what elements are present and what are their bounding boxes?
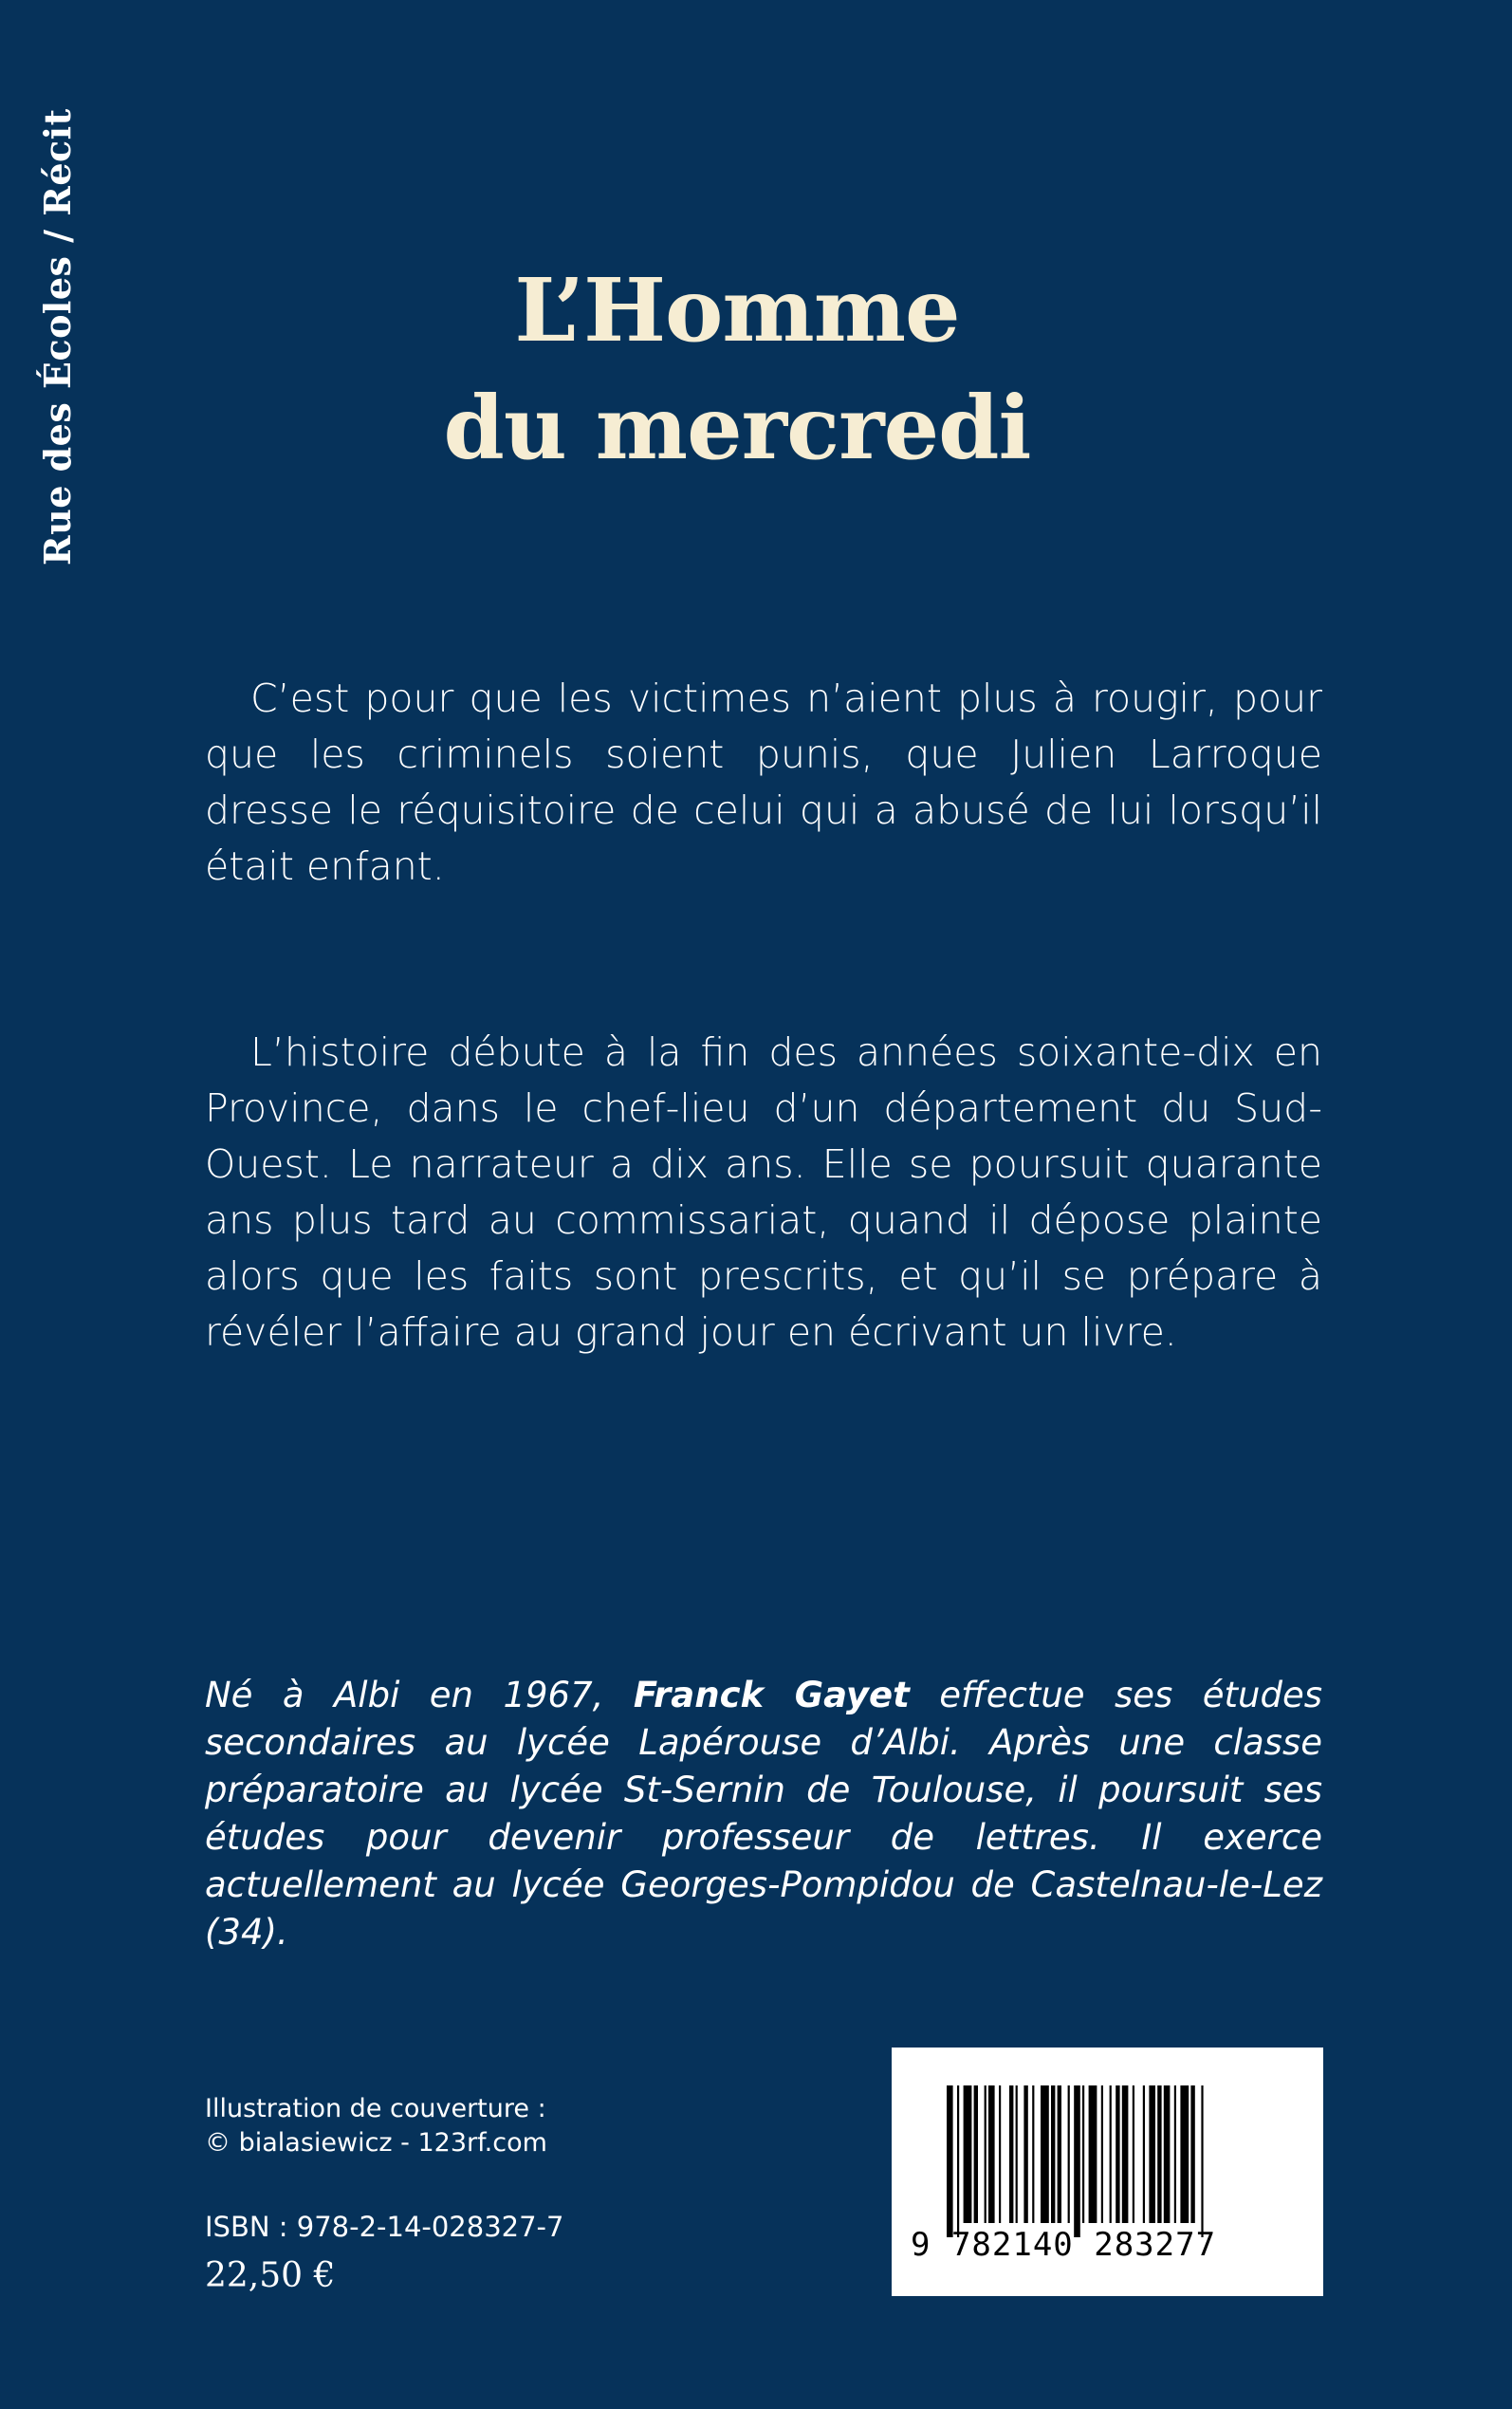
barcode-bar-2 bbox=[964, 2085, 972, 2223]
barcode-bar-9 bbox=[1023, 2085, 1027, 2223]
barcode-bar-20 bbox=[1116, 2085, 1119, 2223]
barcode-bar-28 bbox=[1180, 2085, 1189, 2223]
cover-illustration-credit bbox=[205, 2092, 547, 2160]
barcode-bar-4 bbox=[985, 2085, 986, 2223]
barcode-bar-26 bbox=[1164, 2085, 1171, 2223]
credit-line-2: © bialasiewicz - 123rf.com bbox=[205, 2128, 547, 2158]
barcode-bar-13 bbox=[1058, 2085, 1061, 2223]
barcode-bar-17 bbox=[1089, 2085, 1097, 2223]
barcode-digits: 9 782140 283277 bbox=[911, 2226, 1217, 2264]
barcode-bar-12 bbox=[1051, 2085, 1055, 2223]
barcode-bar-11 bbox=[1041, 2085, 1049, 2223]
barcode-bar-29 bbox=[1190, 2085, 1194, 2223]
barcode-bar-1 bbox=[957, 2085, 959, 2237]
book-title bbox=[0, 251, 1474, 487]
barcode-bar-6 bbox=[999, 2085, 1001, 2223]
barcode-bar-23 bbox=[1143, 2085, 1145, 2223]
synopsis-paragraph-1: C’est pour que les victimes n’aient plus à rougir, pour que les criminels soient punis, que Julien Larroque dresse le réquisitoire de celui qui a abusé de lui lorsqu’il était enfant. bbox=[205, 676, 1322, 889]
barcode-bar-24 bbox=[1149, 2085, 1155, 2223]
author-bio bbox=[205, 1672, 1322, 1956]
author-name: Franck Gayet bbox=[633, 1675, 910, 1715]
barcode-bar-15 bbox=[1074, 2085, 1080, 2237]
barcode-bar-16 bbox=[1082, 2085, 1084, 2223]
barcode-bar-0 bbox=[947, 2085, 953, 2237]
book-title-line-2: du mercredi bbox=[443, 377, 1031, 479]
barcode-bar-21 bbox=[1122, 2085, 1129, 2223]
barcode-bar-14 bbox=[1068, 2085, 1070, 2223]
barcode-bar-19 bbox=[1110, 2085, 1112, 2223]
barcode-bar-22 bbox=[1133, 2085, 1134, 2223]
barcode-bar-8 bbox=[1016, 2085, 1018, 2223]
barcode-bar-7 bbox=[1009, 2085, 1013, 2223]
author-bio-text: effectue ses études secondaires au lycée Lapérouse d’Albi. Après une classe préparatoire au lycée St-Sernin de Toulouse, il poursuit ses études pour devenir professeur de lettres. Il exerce actuellement au lycée Georges-Pompidou de Castelnau-le-Lez (34). bbox=[205, 1675, 1322, 1953]
barcode-bar-3 bbox=[974, 2085, 978, 2223]
barcode-bar-27 bbox=[1174, 2085, 1176, 2223]
barcode-bar-30 bbox=[1201, 2085, 1203, 2237]
barcode-bar-5 bbox=[988, 2085, 995, 2223]
barcode-panel bbox=[892, 2048, 1323, 2296]
synopsis-paragraph-2: L’histoire débute à la fin des années soixante-dix en Province, dans le chef-lieu d’un département du Sud-Ouest. Le narrateur a dix ans. Elle se poursuit quarante ans plus tard au commissariat, quand il dépose plainte alors que les faits sont prescrits, et qu’il se prépare à révéler l’affaire au grand jour en écrivant un livre. bbox=[205, 1029, 1322, 1355]
barcode-bar-10 bbox=[1032, 2085, 1034, 2223]
credit-line-1: Illustration de couverture : bbox=[205, 2094, 546, 2123]
price: 22,50 € bbox=[205, 2256, 336, 2295]
isbn-number: ISBN : 978-2-14-028327-7 bbox=[205, 2211, 564, 2243]
barcode-bar-18 bbox=[1101, 2085, 1103, 2223]
author-bio-intro: Né à Albi en 1967, bbox=[205, 1675, 634, 1715]
book-title-line-1: L’Homme bbox=[514, 259, 960, 361]
spine-collection-label: Rue des Écoles / Récit bbox=[35, 108, 79, 565]
barcode-bar-25 bbox=[1157, 2085, 1161, 2223]
